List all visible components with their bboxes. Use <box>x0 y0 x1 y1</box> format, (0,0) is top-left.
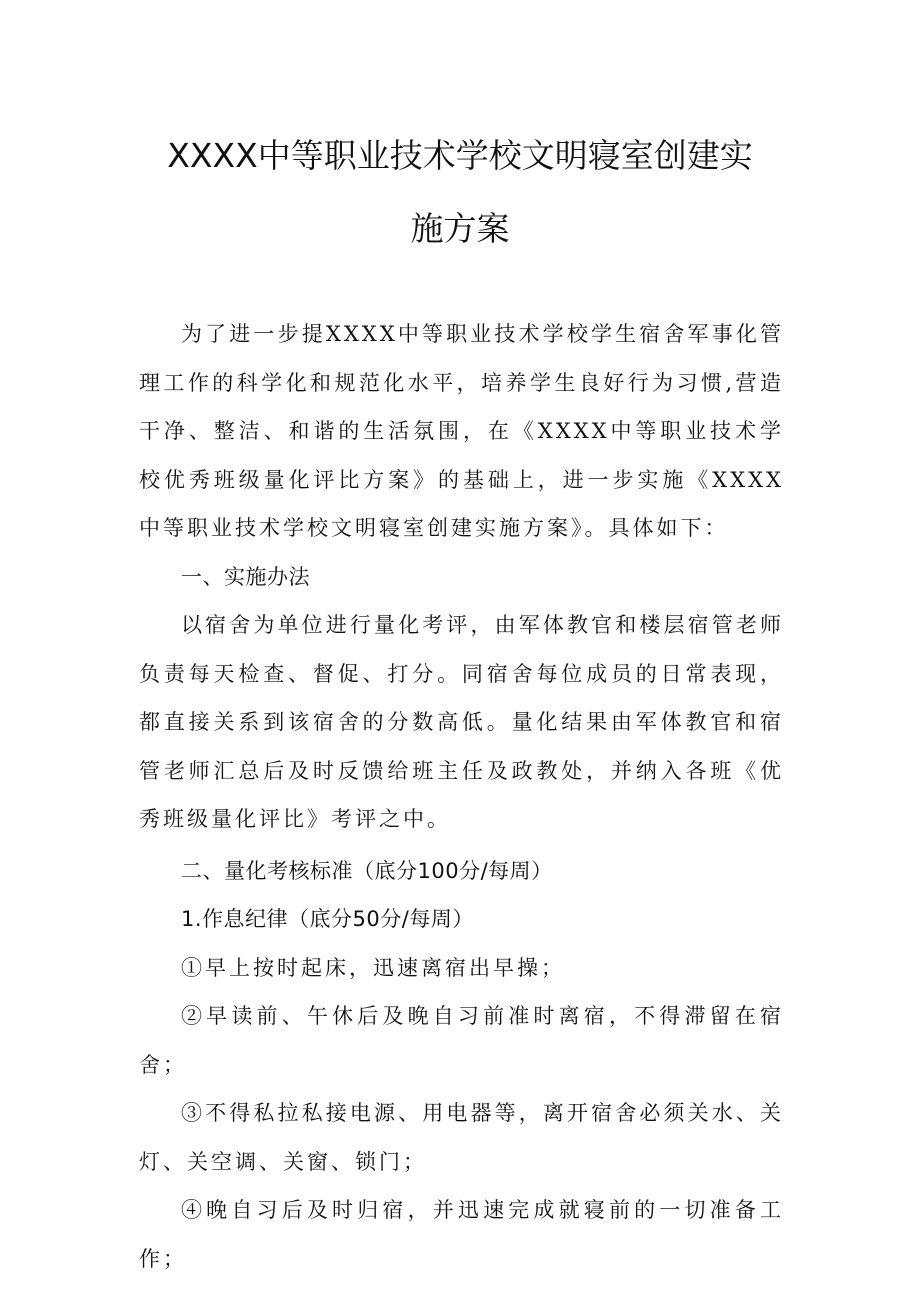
document-title-line-1: XXXX中等职业技术学校文明寝室创建实 <box>167 136 753 175</box>
implementation-paragraph: 以宿舍为单位进行量化考评，由军体教官和楼层宿管老师负责每天检查、督促、打分。同宿舍每位成员的日常表现，都直接关系到该宿舍的分数高低。量化结果由军体教官和宿管老师汇总后及时反馈给班主任及政教处，并纳入各班《优秀班级量化评比》考评之中。 <box>139 613 784 831</box>
intro-paragraph: 为了进一步提XXXX中等职业技术学校学生宿舍军事化管理工作的科学化和规范化水平，培养学生良好行为习惯,营造干净、整洁、和谐的生活氛围，在《XXXX中等职业技术学校优秀班级量化评比方案》的基础上，进一步实施《XXXX中等职业技术学校文明寝室创建实施方案》。具体如下： <box>139 322 784 540</box>
list-item: ②早读前、午休后及晚自习前准时离宿，不得滞留在宿舍； <box>139 1004 784 1077</box>
subsection-heading-schedule: 1.作息纪律（底分50分/每周） <box>181 907 474 931</box>
list-item: ①早上按时起床，迅速离宿出早操； <box>181 955 565 980</box>
section-heading-standards: 二、量化考核标准（底分100分/每周） <box>181 858 553 883</box>
section-heading-implementation: 一、实施办法 <box>181 564 310 589</box>
list-item: ③不得私拉私接电源、用电器等，离开宿舍必须关水、关灯、关空调、关窗、锁门； <box>139 1101 784 1174</box>
document-title-line-2: 施方案 <box>410 209 510 248</box>
document-body <box>139 310 784 1283</box>
list-item: ④晚自习后及时归宿，并迅速完成就寝前的一切准备工作； <box>139 1198 784 1271</box>
